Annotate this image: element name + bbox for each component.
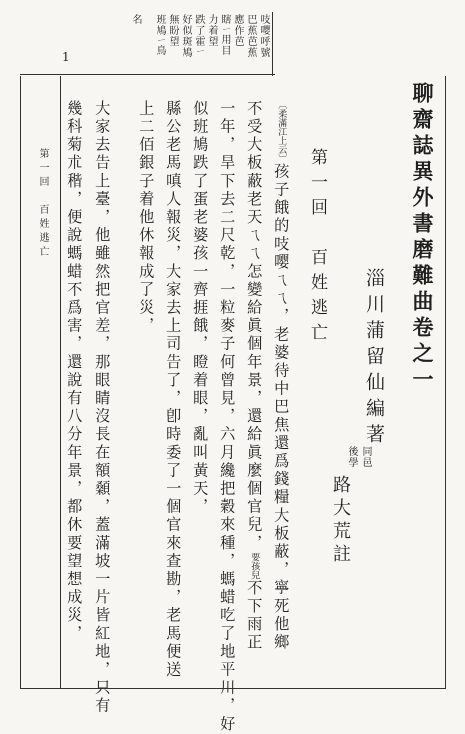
text-line: 不下雨正 xyxy=(245,579,264,652)
page-number: 1 xyxy=(62,50,70,64)
book-title: 聊齋誌異外書磨難曲卷之一 xyxy=(410,82,435,394)
running-footer: 第一回 百姓逃亡 xyxy=(37,148,48,260)
chapter-heading: 第一回 百姓逃亡 xyxy=(307,148,327,348)
gloss-col-10: 名 xyxy=(130,14,141,25)
text-column-3: 一年，旱下去二尺乾，一粒麥子何曾見，六月纔把穀來種，螞蜡吃了地平川，好 xyxy=(218,100,237,734)
header-rule xyxy=(20,74,275,75)
inline-note: 〔柔滿江上云〕 xyxy=(276,100,287,163)
gloss-col-6: 跌了霍ㄧ xyxy=(193,14,204,56)
bottom-rule xyxy=(20,688,446,689)
gloss-col-1: 吱嘤呼號 xyxy=(258,14,269,58)
text-column-7: 大家去告上臺，他雖然把官差，那眼睛沒長在額顙，蓋滿坡一片皆紅地，只有 xyxy=(93,100,112,716)
annotator-origin: 同邑 xyxy=(360,446,371,468)
text-column-1 xyxy=(272,100,291,652)
right-border xyxy=(445,76,446,688)
text-line: 孩子餓的吱嘤ㄟㄟ，老婆待中巴焦還爲錢糧大板蔽，寧死他鄉 xyxy=(272,163,291,652)
annotator-role: 後學 xyxy=(346,446,357,468)
text-column-2 xyxy=(245,100,264,652)
text-column-6: 上二佰銀子着他休報成了災， xyxy=(137,100,156,336)
text-line: 不受大板蔽老天ㄟㄟ怎變給眞個年景，還給眞麼個官兒， xyxy=(245,100,264,553)
gloss-col-3: 應作芭 xyxy=(232,14,243,47)
inline-note: 要孩兒 xyxy=(249,552,260,580)
left-border xyxy=(60,76,61,688)
gloss-col-9: 班鳩ㄧ鳥 xyxy=(154,14,165,56)
text-column-4: 似班鳩跌了蛋老婆孩一齊捱餓，瞪着眼，亂叫黃天， xyxy=(191,100,210,517)
margin-line xyxy=(20,76,21,688)
author-line: 淄川蒲留仙編著 xyxy=(363,268,385,450)
gloss-col-4: 瞎ㄧ用目 xyxy=(219,14,230,56)
gloss-col-7: 好似斑鳩 xyxy=(180,14,191,58)
annotator-name: 路大荒註 xyxy=(330,475,351,567)
text-column-5: 縣公老馬嗔人報災，大家去上司告了，卽時委了一個官來查勘，老馬便送 xyxy=(164,100,183,680)
text-column-8: 幾科菊朮稭，便說螞蜡不爲害，還說有八分年景，都休要望想成災， xyxy=(65,100,84,643)
gloss-col-8: 無盼望 xyxy=(167,14,178,47)
gloss-col-2: 巴蕉芭蕉 xyxy=(245,14,256,58)
gloss-col-5: 力着望 xyxy=(206,14,217,47)
gloss-divider-right xyxy=(272,12,273,76)
